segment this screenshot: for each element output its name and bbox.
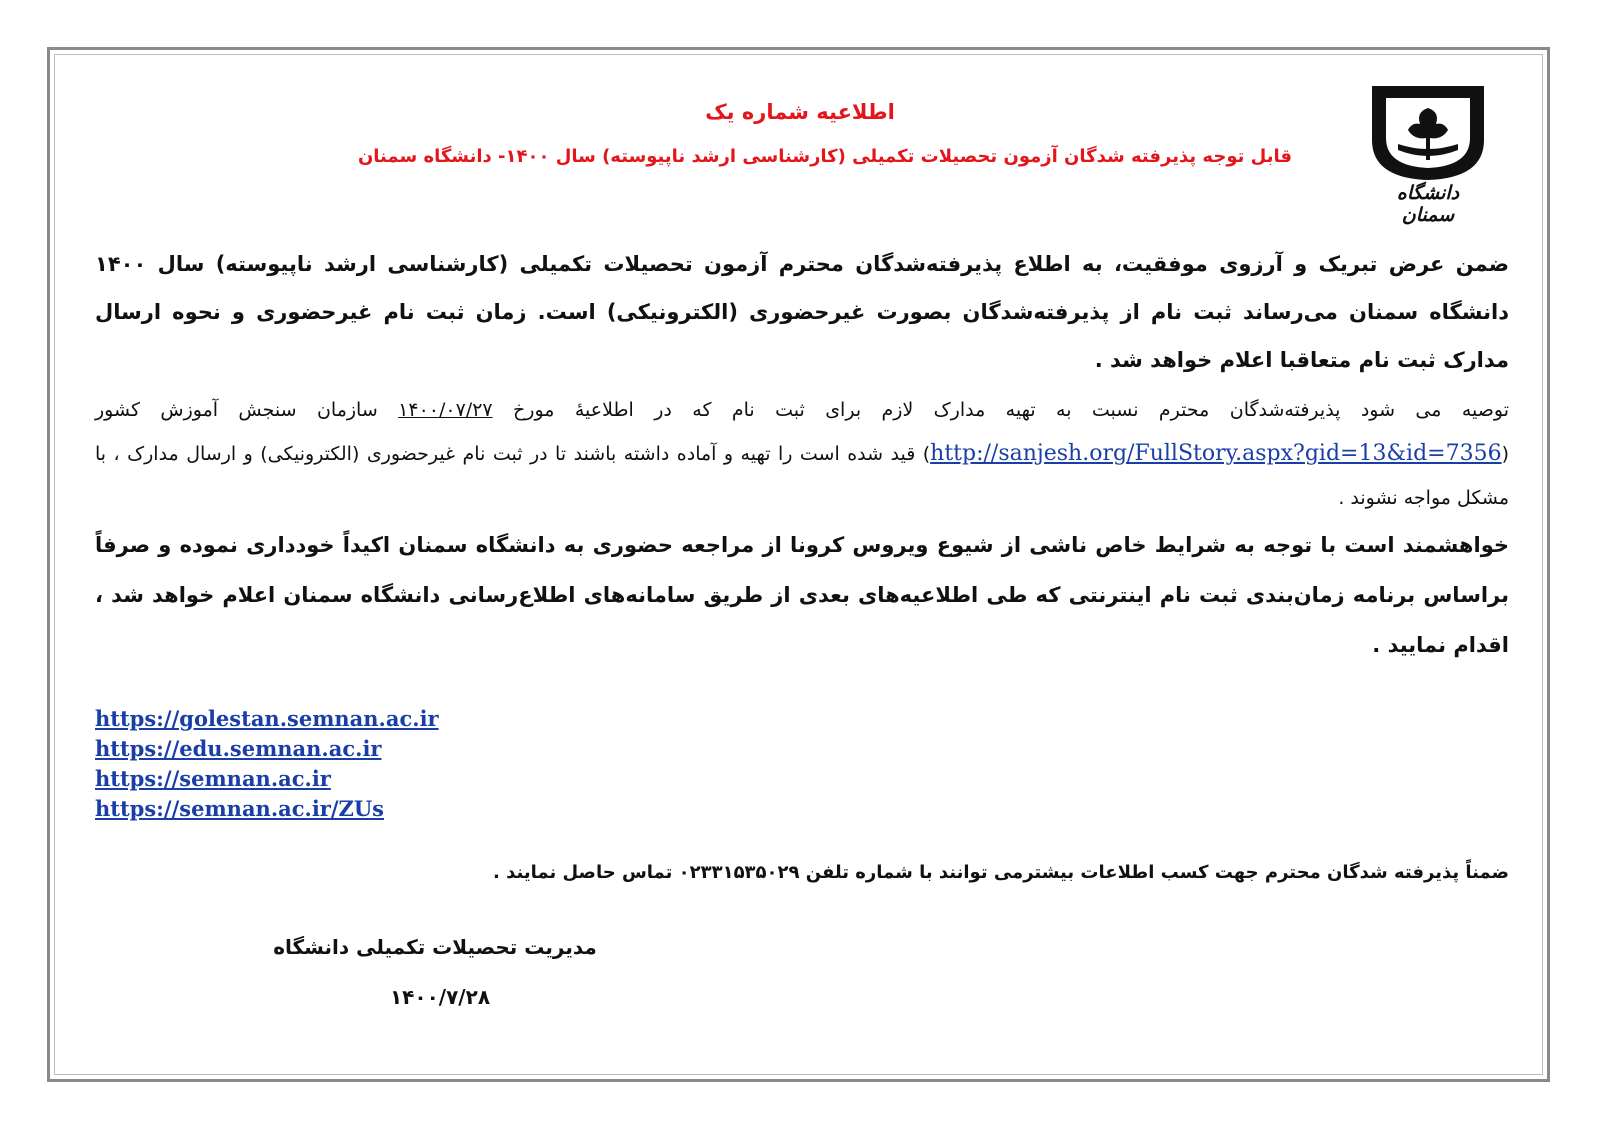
- signature-date: ۱۴۰۰/۷/۲۸: [389, 985, 491, 1009]
- paragraph-documents-part1: توصیه می شود پذیرفته‌شدگان محترم نسبت به تهیه مدارک لازم برای ثبت نام که در اطلاعیهٔ مورخ: [513, 399, 1509, 421]
- contact-info: ضمناً پذیرفته شدگان محترم جهت کسب اطلاعات بیشترمی توانند با شماره تلفن ۰۲۳۳۱۵۳۵۰۲۹ تماس حاصل نمایند .: [493, 862, 1509, 883]
- paragraph-corona: خواهشمند است با توجه به شرایط خاص ناشی از شیوع ویروس کرونا از مراجعه حضوری به دانشگاه سمنان اکیداً خودداری نموده و صرفاً براساس برنامه زمان‌بندی ثبت نام اینترنتی که طی اطلاعیه‌های بعدی از طریق سامانه‌های اطلاع‌رسانی دانشگاه سمنان اعلام خواهد شد ، اقدام نمایید .: [95, 533, 1509, 657]
- paragraph-documents-part3: ) قید شده است را تهیه و آماده داشته باشند تا در ثبت نام غیرحضوری (الکترونیکی) و ارسال مدارک ، با مشکل مواجه نشوند .: [95, 443, 1509, 509]
- paragraph-documents-part2: سازمان سنجش آموزش کشور (: [95, 399, 1509, 465]
- logo-emblem-icon: [1368, 82, 1488, 182]
- signature-org: مدیریت تحصیلات تکمیلی دانشگاه: [273, 935, 597, 959]
- logo-text: دانشگاه سمنان: [1396, 182, 1460, 226]
- link-edu[interactable]: https://edu.semnan.ac.ir: [95, 736, 382, 761]
- notice-title: اطلاعیه شماره یک: [705, 100, 895, 124]
- link-semnan[interactable]: https://semnan.ac.ir: [95, 766, 331, 791]
- notice-date: ۱۴۰۰/۰۷/۲۷: [398, 399, 493, 421]
- notice-subtitle: قابل توجه پذیرفته شدگان آزمون تحصیلات تکمیلی (کارشناسی ارشد ناپیوسته) سال ۱۴۰۰- دانشگاه سمنان: [357, 146, 1292, 167]
- university-logo: [1368, 82, 1488, 226]
- link-zus[interactable]: https://semnan.ac.ir/ZUs: [95, 796, 385, 821]
- links-list: [95, 704, 439, 824]
- sanjesh-link[interactable]: http://sanjesh.org/FullStory.aspx?gid=13&id=7356: [930, 441, 1502, 466]
- paragraph-documents: [95, 388, 1509, 520]
- link-golestan[interactable]: https://golestan.semnan.ac.ir: [95, 706, 439, 731]
- paragraph-congratulations: ضمن عرض تبریک و آرزوی موفقیت، به اطلاع پذیرفته‌شدگان محترم آزمون تحصیلات تکمیلی (کارشناسی ارشد ناپیوسته) سال ۱۴۰۰ دانشگاه سمنان می‌رساند ثبت نام از پذیرفته‌شدگان بصورت غیرحضوری (الکترونیکی) است. زمان ثبت نام غیرحضوری و نحوه ارسال مدارک ثبت نام متعاقبا اعلام خواهد شد .: [95, 252, 1509, 372]
